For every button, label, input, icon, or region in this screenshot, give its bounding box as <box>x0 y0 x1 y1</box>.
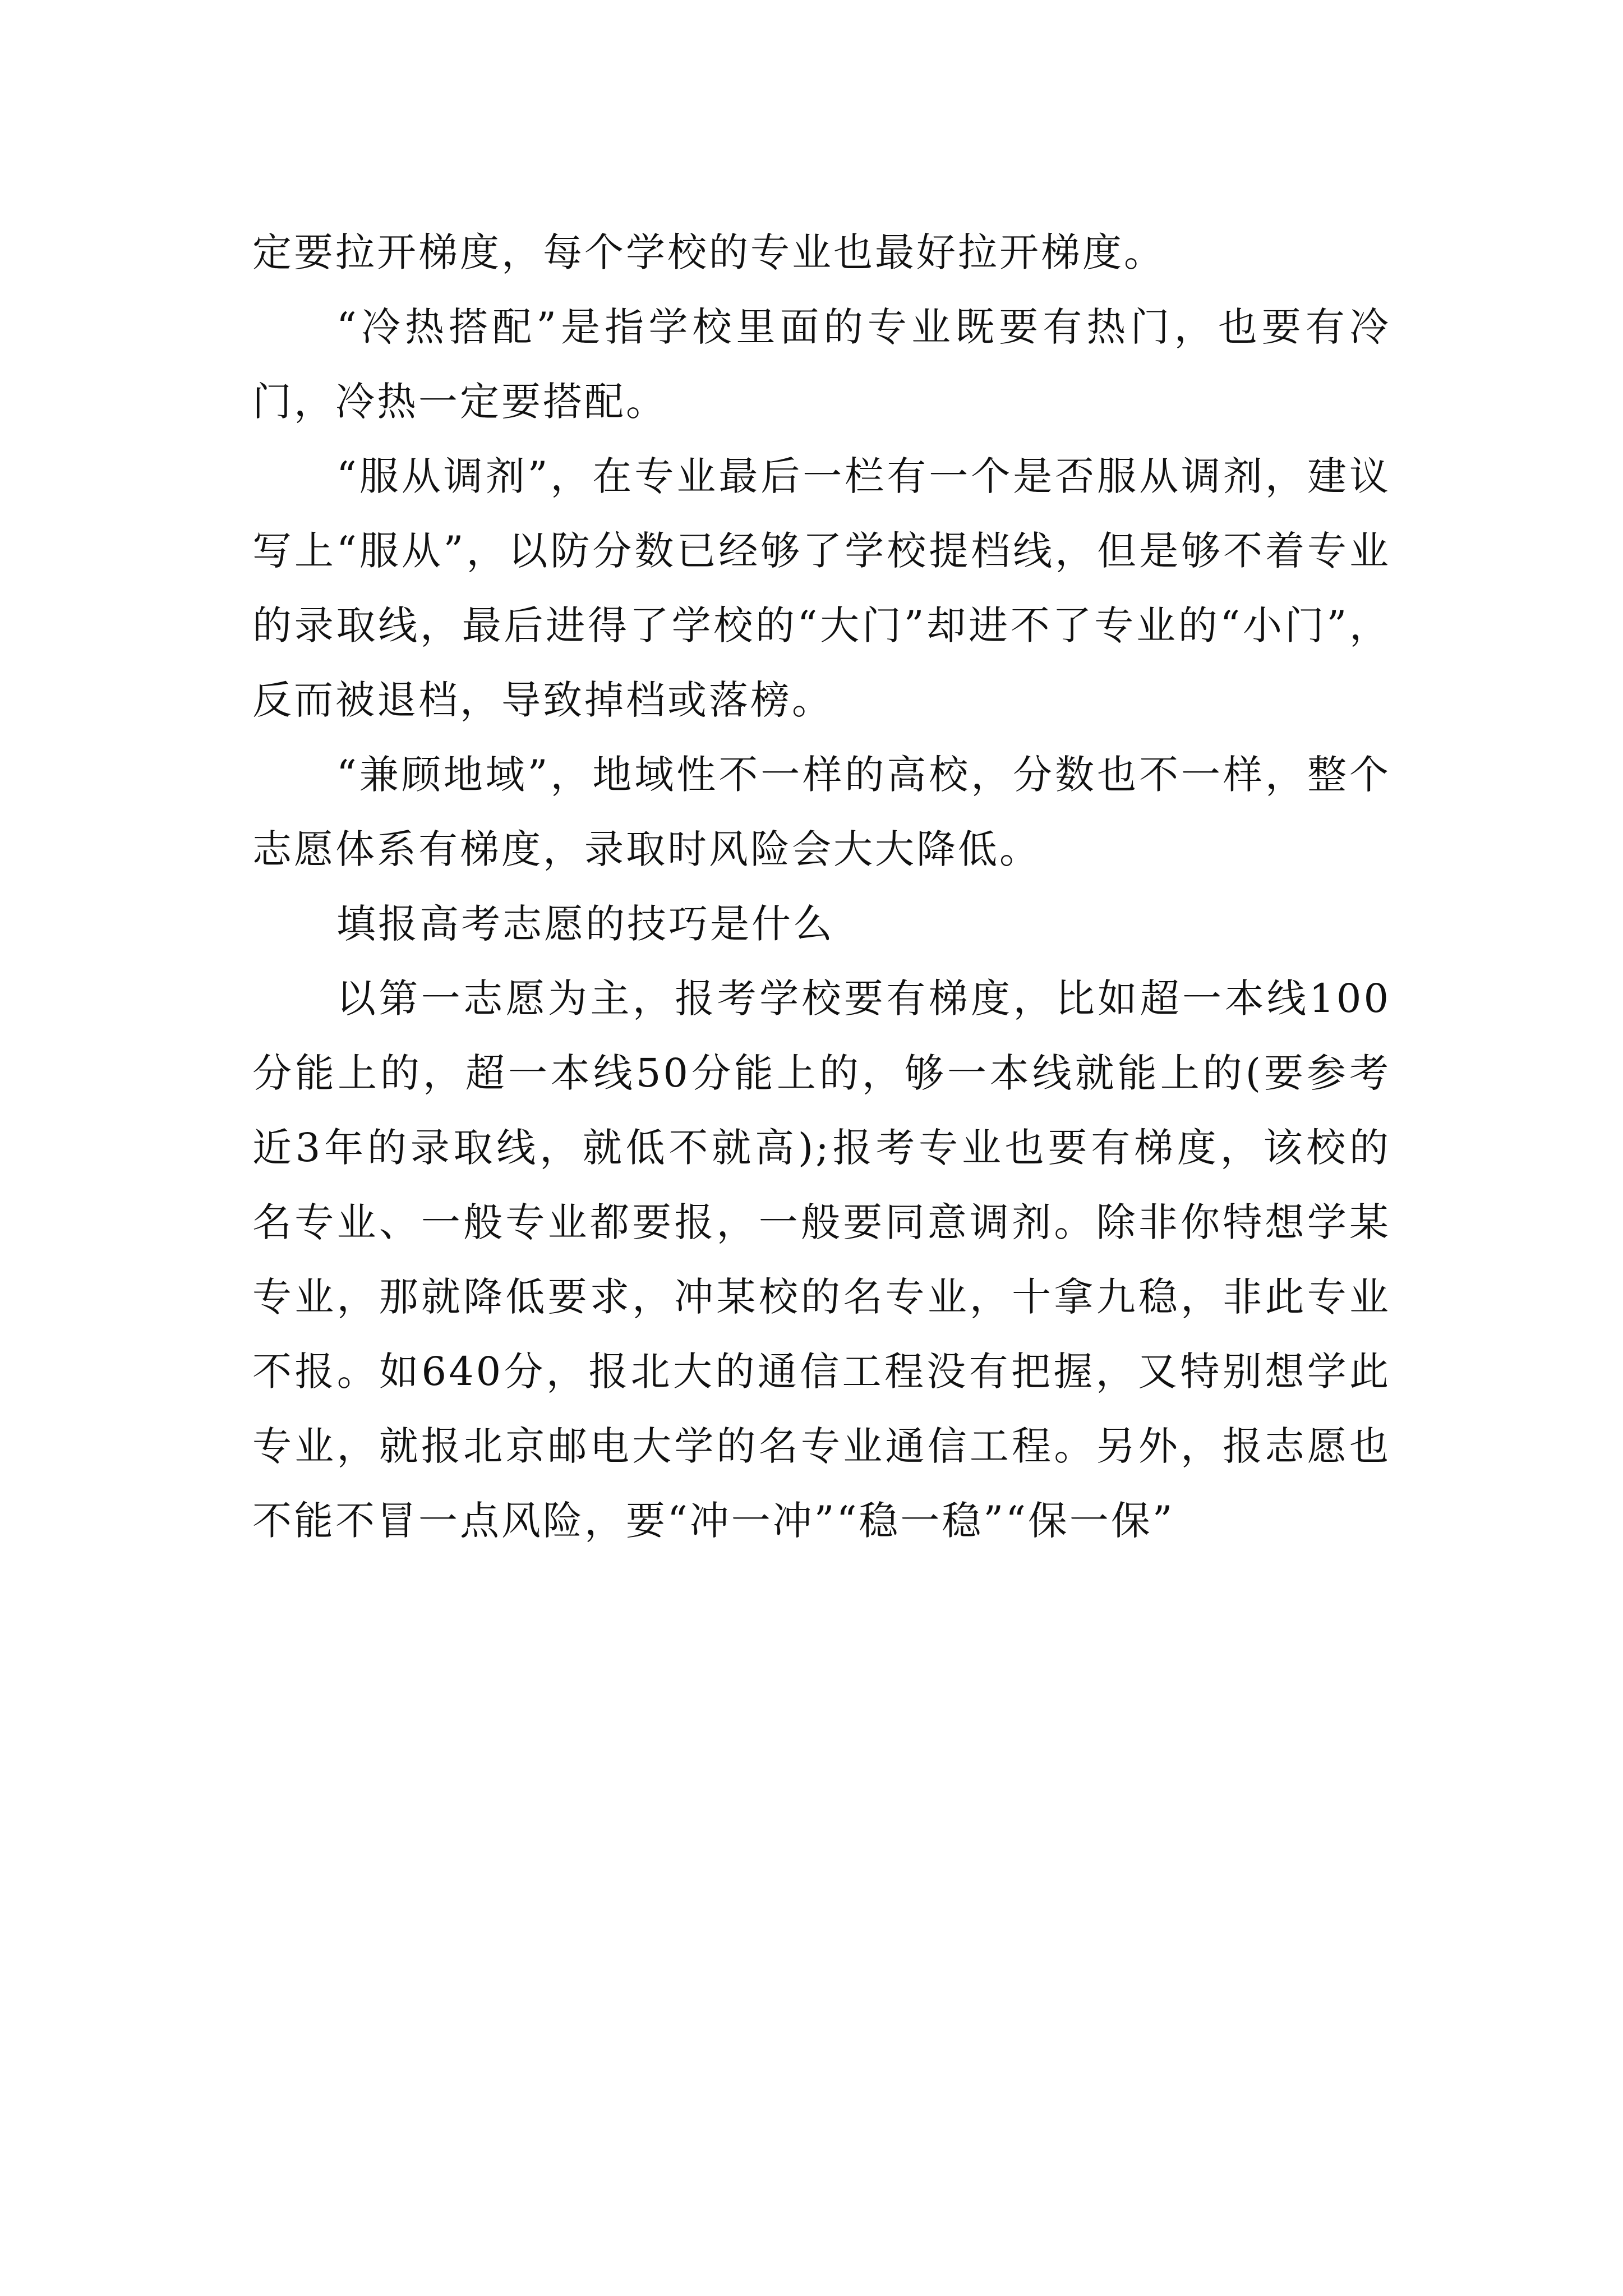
paragraph-consider-region: “兼顾地域”，地域性不一样的高校，分数也不一样，整个志愿体系有梯度，录取时风险会大大降低。 <box>252 752 1391 872</box>
section-heading: 填报高考志愿的技巧是什么 <box>336 901 834 947</box>
document-body <box>252 215 1391 1558</box>
paragraph-continuation: 定要拉开梯度，每个学校的专业也最好拉开梯度。 <box>252 229 1165 275</box>
paragraph-accept-adjustment: “服从调剂”，在专业最后一栏有一个是否服从调剂，建议写上“服从”，以防分数已经够了学校提档线，但是够不着专业的录取线，最后进得了学校的“大门”却进不了专业的“小门”，反而被退档，导致掉档或落榜。 <box>252 453 1391 723</box>
paragraph-hot-cold-matching: “冷热搭配”是指学校里面的专业既要有热门，也要有冷门，冷热一定要搭配。 <box>252 304 1391 425</box>
paragraph-application-tips: 以第一志愿为主，报考学校要有梯度，比如超一本线100分能上的，超一本线50分能上的，够一本线就能上的(要参考近3年的录取线，就低不就高);报考专业也要有梯度，该校的名专业、一般专业都要报，一般要同意调剂。除非你特想学某专业，那就降低要求，冲某校的名专业，十拿九稳，非此专业不报。如640分，报北大的通信工程没有把握，又特别想学此专业，就报北京邮电大学的名专业通信工程。另外，报志愿也不能不冒一点风险，要“冲一冲”“稳一稳”“保一保” <box>252 976 1391 1544</box>
